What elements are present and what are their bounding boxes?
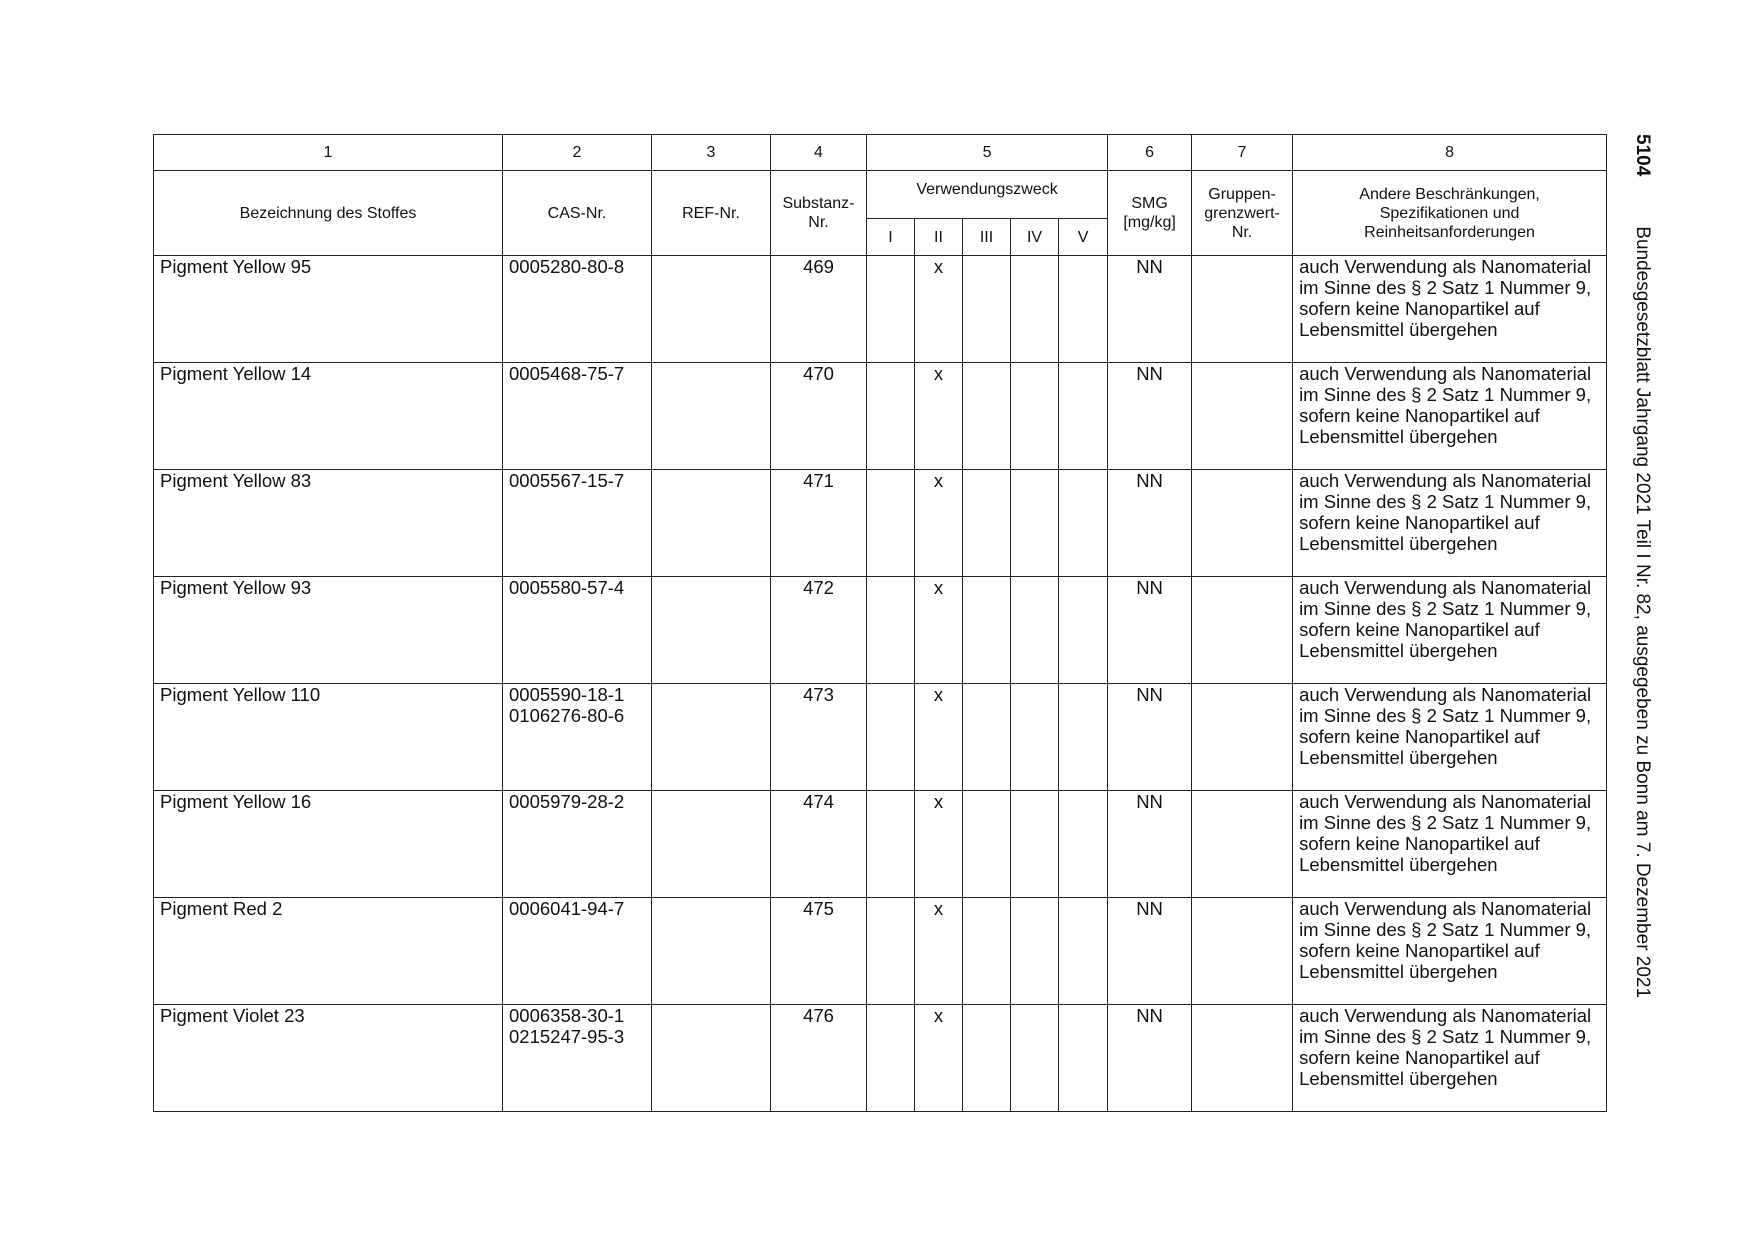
restriction-line: auch Verwendung als Nanomaterial [1299, 898, 1592, 919]
header-ref: REF-Nr. [652, 171, 771, 256]
use-I [867, 1005, 915, 1112]
restriction-line: auch Verwendung als Nanomaterial [1299, 363, 1592, 384]
use-I [867, 898, 915, 1005]
substance-number: 471 [771, 470, 867, 577]
ref-number [652, 256, 771, 363]
ref-number [652, 363, 771, 470]
use-V [1059, 363, 1108, 470]
substance-name: Pigment Yellow 16 [154, 791, 503, 898]
column-number: 7 [1192, 135, 1293, 171]
table-row [154, 256, 1607, 363]
substance-name: Pigment Yellow 110 [154, 684, 503, 791]
smg-value: NN [1108, 1005, 1192, 1112]
substance-name: Pigment Violet 23 [154, 1005, 503, 1112]
use-V [1059, 577, 1108, 684]
restriction-line: Lebensmittel übergehen [1299, 640, 1498, 661]
table-row [154, 684, 1607, 791]
use-II: x [915, 256, 963, 363]
ref-number [652, 684, 771, 791]
header-text: Spezifikationen und [1379, 204, 1520, 222]
other-restrictions [1293, 1005, 1607, 1112]
restriction-line: sofern keine Nanopartikel auf [1299, 726, 1540, 747]
cas-line: 0006358-30-1 [509, 1005, 625, 1026]
use-I [867, 684, 915, 791]
restriction-line: im Sinne des § 2 Satz 1 Nummer 9, [1299, 812, 1592, 833]
smg-value: NN [1108, 898, 1192, 1005]
header-use-II: II [915, 219, 963, 256]
restriction-line: sofern keine Nanopartikel auf [1299, 833, 1540, 854]
group-limit [1192, 470, 1293, 577]
group-limit [1192, 363, 1293, 470]
header-use-V: V [1059, 219, 1108, 256]
use-IV [1011, 470, 1059, 577]
column-number: 6 [1108, 135, 1192, 171]
cas-line: 0106276-80-6 [509, 705, 625, 726]
group-limit [1192, 256, 1293, 363]
column-number-row [154, 135, 1607, 171]
restriction-line: im Sinne des § 2 Satz 1 Nummer 9, [1299, 384, 1592, 405]
restriction-line: sofern keine Nanopartikel auf [1299, 1047, 1540, 1068]
use-V [1059, 256, 1108, 363]
substance-name: Pigment Red 2 [154, 898, 503, 1005]
use-V [1059, 898, 1108, 1005]
ref-number [652, 577, 771, 684]
cas-line: 0005580-57-4 [509, 577, 625, 598]
use-II: x [915, 1005, 963, 1112]
use-IV [1011, 1005, 1059, 1112]
header-substanz-nr [771, 171, 867, 256]
column-number: 5 [867, 135, 1108, 171]
use-II: x [915, 363, 963, 470]
page-number: 5104 [1632, 134, 1653, 177]
use-I [867, 363, 915, 470]
restriction-line: Lebensmittel übergehen [1299, 426, 1498, 447]
restriction-line: im Sinne des § 2 Satz 1 Nummer 9, [1299, 491, 1592, 512]
restriction-line: Lebensmittel übergehen [1299, 1068, 1498, 1089]
table-row [154, 363, 1607, 470]
restriction-line: auch Verwendung als Nanomaterial [1299, 684, 1592, 705]
header-text: Substanz- [782, 195, 855, 212]
use-IV [1011, 791, 1059, 898]
group-limit [1192, 898, 1293, 1005]
restriction-line: Lebensmittel übergehen [1299, 747, 1498, 768]
restriction-line: auch Verwendung als Nanomaterial [1299, 470, 1592, 491]
cas-line: 0005280-80-8 [509, 256, 625, 277]
header-row [154, 171, 1607, 219]
restriction-line: auch Verwendung als Nanomaterial [1299, 791, 1592, 812]
cas-number [503, 256, 652, 363]
use-IV [1011, 363, 1059, 470]
header-substance-name: Bezeichnung des Stoffes [154, 171, 503, 256]
header-text: SMG [1131, 195, 1168, 212]
header-text: Andere Beschränkungen, [1359, 185, 1540, 203]
other-restrictions [1293, 791, 1607, 898]
smg-value: NN [1108, 577, 1192, 684]
smg-value: NN [1108, 791, 1192, 898]
header-text: [mg/kg] [1123, 214, 1176, 231]
use-IV [1011, 684, 1059, 791]
use-III [963, 577, 1011, 684]
restriction-line: im Sinne des § 2 Satz 1 Nummer 9, [1299, 1026, 1592, 1047]
substance-name: Pigment Yellow 95 [154, 256, 503, 363]
substance-number: 476 [771, 1005, 867, 1112]
restriction-line: im Sinne des § 2 Satz 1 Nummer 9, [1299, 277, 1592, 298]
use-I [867, 256, 915, 363]
ref-number [652, 898, 771, 1005]
substance-number: 473 [771, 684, 867, 791]
table-row [154, 1005, 1607, 1112]
cas-line: 0006041-94-7 [509, 898, 625, 919]
header-use-III: III [963, 219, 1011, 256]
use-I [867, 577, 915, 684]
use-V [1059, 470, 1108, 577]
restriction-line: Lebensmittel übergehen [1299, 533, 1498, 554]
use-III [963, 256, 1011, 363]
use-III [963, 898, 1011, 1005]
substance-name: Pigment Yellow 83 [154, 470, 503, 577]
substance-table [153, 134, 1607, 1112]
cas-line: 0005979-28-2 [509, 791, 625, 812]
use-II: x [915, 791, 963, 898]
restriction-line: sofern keine Nanopartikel auf [1299, 512, 1540, 533]
use-IV [1011, 256, 1059, 363]
use-II: x [915, 577, 963, 684]
table-row [154, 577, 1607, 684]
cas-number [503, 684, 652, 791]
restriction-line: im Sinne des § 2 Satz 1 Nummer 9, [1299, 598, 1592, 619]
header-gruppengrenzwert [1192, 171, 1293, 256]
substance-number: 469 [771, 256, 867, 363]
other-restrictions [1293, 470, 1607, 577]
use-II: x [915, 898, 963, 1005]
column-number: 4 [771, 135, 867, 171]
cas-line: 0215247-95-3 [509, 1026, 625, 1047]
restriction-line: auch Verwendung als Nanomaterial [1299, 256, 1592, 277]
table-body [154, 256, 1607, 1112]
cas-number [503, 363, 652, 470]
cas-number [503, 1005, 652, 1112]
column-number: 1 [154, 135, 503, 171]
column-number: 2 [503, 135, 652, 171]
cas-line: 0005567-15-7 [509, 470, 625, 491]
substance-number: 470 [771, 363, 867, 470]
header-text: grenzwert- [1204, 204, 1280, 222]
ref-number [652, 470, 771, 577]
substance-number: 472 [771, 577, 867, 684]
group-limit [1192, 791, 1293, 898]
substance-number: 475 [771, 898, 867, 1005]
table-row [154, 898, 1607, 1005]
smg-value: NN [1108, 256, 1192, 363]
header-use-I: I [867, 219, 915, 256]
use-I [867, 791, 915, 898]
restriction-line: Lebensmittel übergehen [1299, 854, 1498, 875]
smg-value: NN [1108, 363, 1192, 470]
restriction-line: sofern keine Nanopartikel auf [1299, 405, 1540, 426]
header-text: Reinheitsanforderungen [1364, 223, 1535, 241]
smg-value: NN [1108, 684, 1192, 791]
table-row [154, 470, 1607, 577]
header-verwendungszweck: Verwendungszweck [867, 171, 1108, 219]
restriction-line: auch Verwendung als Nanomaterial [1299, 1005, 1592, 1026]
cas-number [503, 898, 652, 1005]
use-V [1059, 1005, 1108, 1112]
use-III [963, 470, 1011, 577]
restriction-line: sofern keine Nanopartikel auf [1299, 298, 1540, 319]
side-running-head-text [1631, 134, 1653, 998]
restriction-line: Lebensmittel übergehen [1299, 319, 1498, 340]
use-IV [1011, 898, 1059, 1005]
smg-value: NN [1108, 470, 1192, 577]
cas-number [503, 470, 652, 577]
cas-line: 0005468-75-7 [509, 363, 625, 384]
header-cas: CAS-Nr. [503, 171, 652, 256]
use-I [867, 470, 915, 577]
header-smg [1108, 171, 1192, 256]
other-restrictions [1293, 898, 1607, 1005]
cas-line: 0005590-18-1 [509, 684, 625, 705]
use-III [963, 363, 1011, 470]
other-restrictions [1293, 684, 1607, 791]
other-restrictions [1293, 256, 1607, 363]
cas-number [503, 791, 652, 898]
use-III [963, 684, 1011, 791]
use-II: x [915, 684, 963, 791]
use-V [1059, 684, 1108, 791]
substance-name: Pigment Yellow 93 [154, 577, 503, 684]
restriction-line: auch Verwendung als Nanomaterial [1299, 577, 1592, 598]
gazette-title: Bundesgesetzblatt Jahrgang 2021 Teil I Nr. 82, ausgegeben zu Bonn am 7. Dezember 2021 [1632, 226, 1653, 999]
restriction-line: im Sinne des § 2 Satz 1 Nummer 9, [1299, 705, 1592, 726]
use-III [963, 1005, 1011, 1112]
use-V [1059, 791, 1108, 898]
group-limit [1192, 1005, 1293, 1112]
header-text: Gruppen- [1208, 185, 1276, 203]
ref-number [652, 791, 771, 898]
other-restrictions [1293, 363, 1607, 470]
ref-number [652, 1005, 771, 1112]
substance-number: 474 [771, 791, 867, 898]
use-II: x [915, 470, 963, 577]
restriction-line: sofern keine Nanopartikel auf [1299, 619, 1540, 640]
use-IV [1011, 577, 1059, 684]
table-row [154, 791, 1607, 898]
other-restrictions [1293, 577, 1607, 684]
column-number: 3 [652, 135, 771, 171]
header-text: Nr. [1231, 223, 1253, 241]
column-number: 8 [1293, 135, 1607, 171]
use-III [963, 791, 1011, 898]
restriction-line: sofern keine Nanopartikel auf [1299, 940, 1540, 961]
cas-number [503, 577, 652, 684]
restriction-line: Lebensmittel übergehen [1299, 961, 1498, 982]
group-limit [1192, 684, 1293, 791]
header-use-IV: IV [1011, 219, 1059, 256]
restriction-line: im Sinne des § 2 Satz 1 Nummer 9, [1299, 919, 1592, 940]
header-text: Nr. [808, 214, 829, 231]
group-limit [1192, 577, 1293, 684]
substance-name: Pigment Yellow 14 [154, 363, 503, 470]
header-other-restrictions [1293, 171, 1607, 256]
